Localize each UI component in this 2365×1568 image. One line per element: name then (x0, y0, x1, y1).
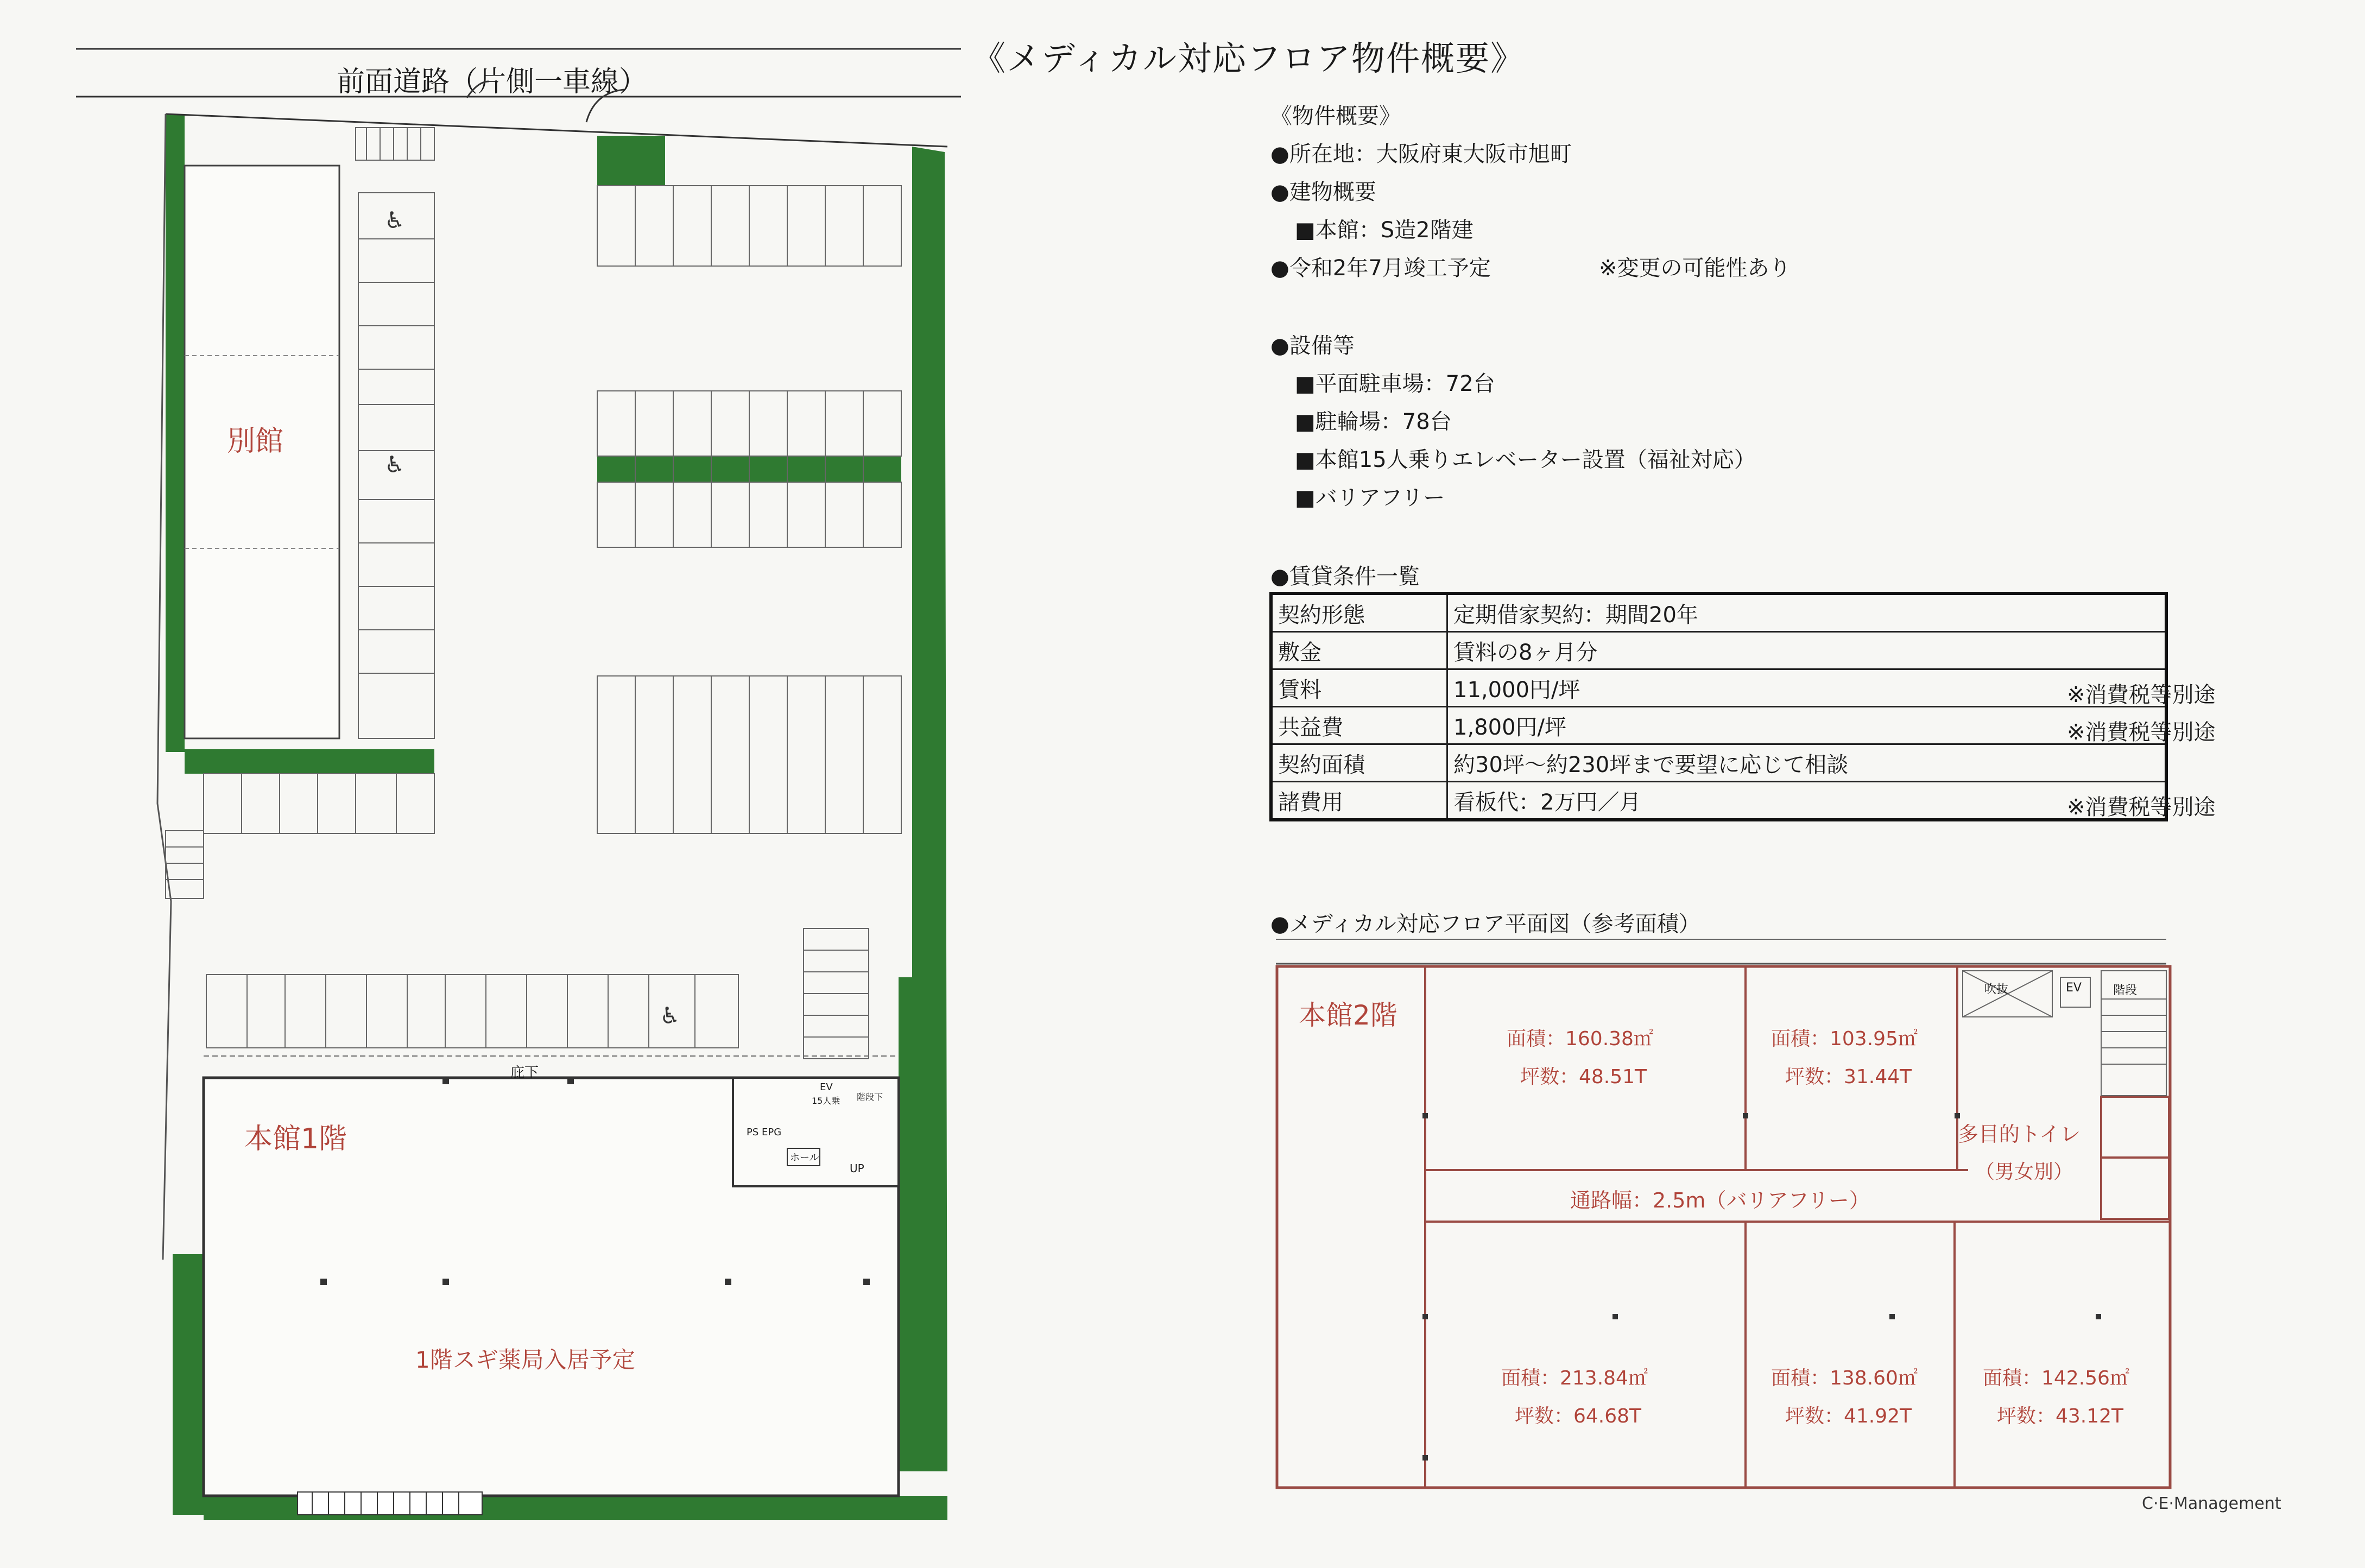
unit-tsubo: 坪数：43.12T (1997, 1405, 2124, 1427)
ev-label: EV (2066, 981, 2082, 995)
ps-epg-label: PS EPG (747, 1127, 782, 1138)
term-key: 契約形態 (1271, 593, 1447, 632)
building-heading: ●建物概要 (1270, 180, 1376, 205)
term-value: 約30坪～約230坪まで要望に応じて相談 (1453, 752, 1849, 777)
term-value: 看板代：2万円／月 (1453, 789, 1641, 815)
term-note: ※消費税等別途 (2067, 720, 2216, 745)
floor-plan-heading: ●メディカル対応フロア平面図（参考面積） (1270, 912, 1700, 937)
aisle-label: 通路幅：2.5m（バリアフリー） (1570, 1188, 1870, 1212)
unit-area: 面積：160.38㎡ (1507, 1028, 1653, 1050)
unit-area: 面積：213.84㎡ (1501, 1367, 1648, 1389)
annex-label: 別館 (227, 425, 284, 458)
facility-item: ■バリアフリー (1295, 485, 1445, 510)
tenant-label: 1階スギ薬局入居予定 (415, 1346, 635, 1373)
fukinuke-label: 吹抜 (1984, 983, 2009, 996)
site-plan (0, 0, 977, 1568)
term-key: 諸費用 (1271, 782, 1447, 820)
facility-item: ■駐輪場：78台 (1295, 409, 1452, 434)
corridor-label: 庇下 (510, 1065, 539, 1081)
table-row (1271, 669, 2166, 707)
up-label: UP (850, 1162, 864, 1175)
wheelchair-icon: ♿ (384, 451, 405, 478)
stairs-label: 階段 (2113, 984, 2138, 997)
unit-area: 面積：142.56㎡ (1983, 1367, 2129, 1389)
company-logo: C·E·Management (2142, 1494, 2281, 1513)
terms-table (1269, 592, 2216, 821)
unit-tsubo: 坪数：48.51T (1520, 1066, 1647, 1088)
term-key: 賃料 (1271, 669, 1447, 707)
facility-item: ■本館15人乗りエレベーター設置（福祉対応） (1295, 447, 1756, 472)
unit-tsubo: 坪数：41.92T (1785, 1405, 1912, 1427)
main-building: ■本館：S造2階建 (1295, 218, 1474, 243)
table-row (1271, 744, 2166, 782)
floor-label: 本館2階 (1299, 1000, 1398, 1031)
accessible-parking-icons (384, 207, 680, 1029)
unit-area: 面積：103.95㎡ (1771, 1028, 1918, 1050)
ev-note: 15人乗 (812, 1096, 840, 1106)
term-key: 共益費 (1271, 707, 1447, 744)
page-title: 《メディカル対応フロア物件概要》 (972, 39, 1526, 78)
term-value: 賃料の8ヶ月分 (1453, 640, 1598, 665)
wheelchair-icon: ♿ (384, 207, 405, 233)
terms-heading: ●賃貸条件一覧 (1270, 564, 1420, 589)
road-label: 前面道路（片側一車線） (337, 66, 648, 98)
change-note: ※変更の可能性あり (1599, 256, 1791, 281)
table-row (1271, 593, 2166, 632)
unit-tsubo: 坪数：31.44T (1785, 1066, 1912, 1088)
table-row (1271, 632, 2166, 669)
overview-heading: 《物件概要》 (1270, 104, 1401, 129)
term-value: 1,800円/坪 (1453, 715, 1566, 740)
term-note: ※消費税等別途 (2067, 682, 2216, 707)
toilet-sub: （男女別） (1975, 1161, 2073, 1183)
unit-area: 面積：138.60㎡ (1771, 1367, 1918, 1389)
parking-blocks (597, 186, 901, 833)
completion: ●令和2年7月竣工予定 (1270, 256, 1491, 281)
facility-item: ■平面駐車場：72台 (1295, 371, 1495, 396)
location: ●所在地：大阪府東大阪市旭町 (1270, 142, 1572, 167)
main-1f-label: 本館1階 (244, 1123, 347, 1155)
term-value: 定期借家契約：期間20年 (1453, 602, 1698, 628)
unit-tsubo: 坪数：64.68T (1515, 1405, 1642, 1427)
toilet-label: 多目的トイレ (1958, 1122, 2081, 1146)
term-value: 11,000円/坪 (1453, 677, 1580, 703)
hall-label: ホール (790, 1152, 819, 1164)
table-row (1271, 707, 2166, 744)
stair-note: 階段下 (857, 1092, 883, 1102)
facilities-heading: ●設備等 (1270, 333, 1355, 358)
ev-label: EV (820, 1082, 833, 1093)
term-key: 敷金 (1271, 632, 1447, 669)
wheelchair-icon: ♿ (660, 1002, 680, 1029)
term-note: ※消費税等別途 (2067, 795, 2216, 820)
table-row (1271, 782, 2166, 820)
term-key: 契約面積 (1271, 744, 1447, 782)
